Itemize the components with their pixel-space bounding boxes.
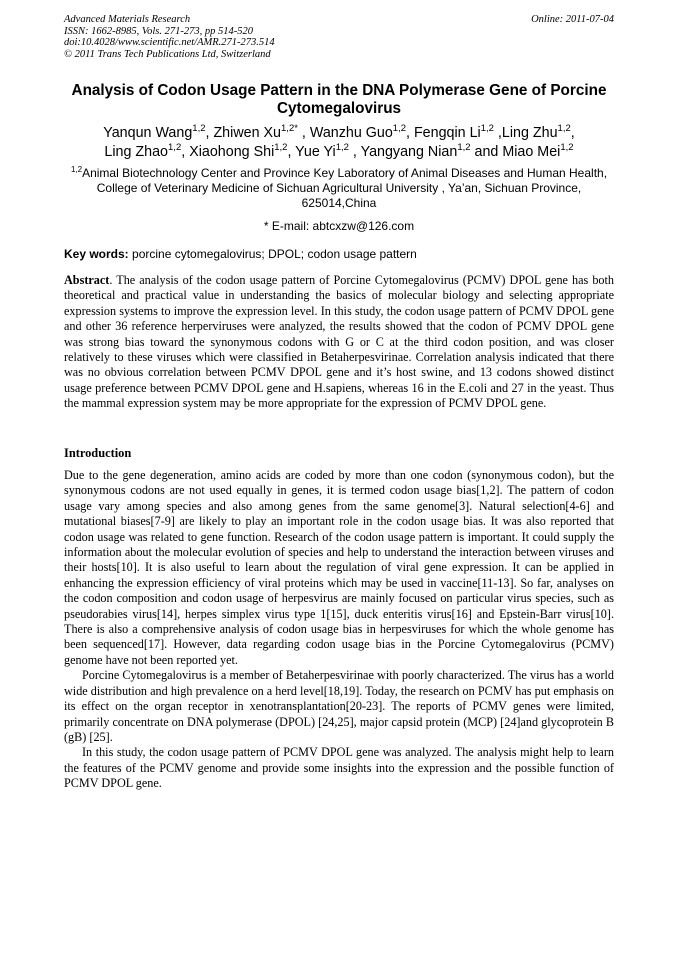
author: Wanzhu Guo$^{1,2}$, [309, 123, 414, 141]
author: Ling Zhao$^{1,2}$, [104, 142, 190, 160]
keywords-label: Key words: [64, 247, 129, 261]
online-date: Online: 2011-07-04 [531, 14, 614, 25]
affiliation: $^{1,2}$Animal Biotechnology Center and Province Key Laboratory of Animal Diseases and Human Health, College of Veterinary Medicine of Sichuan Agricultural University , Ya’an, Sichuan Province, 625014,China [70, 165, 608, 210]
author: Miao Mei$^{1,2}$ [502, 142, 574, 160]
online-date-header [531, 14, 614, 26]
author: Fengqin Li$^{1,2}$ , [413, 123, 502, 141]
author: Xiaohong Shi$^{1,2}$, [189, 142, 296, 160]
paragraph: Porcine Cytomegalovirus is a member of Betaherpesvirinae with poorly characterized. The virus has a world wide distribution and high prevalence on a herd level[18,19]. Today, the research on PCMV has put emphasis on its effect on the organ receptor in xenotransplantation[20-23]. The reports of PCMV genes were limited, primarily concentrate on DNA polymerase (DPOL) [24,25], major capsid protein (MCP) [24]and glycoprotein B (gB) [25]. [64, 668, 614, 744]
journal-header [64, 14, 275, 60]
corresponding-email: * E-mail: abtcxzw@126.com [263, 219, 415, 233]
author: Yangyang Nian$^{1,2}$ and [360, 142, 503, 160]
author: Yue Yi$^{1,2}$ , [295, 142, 361, 160]
journal-name: Advanced Materials Research [64, 14, 191, 25]
keywords-text: porcine cytomegalovirus; DPOL; codon usage pattern [132, 247, 417, 261]
author-list [52, 124, 626, 162]
abstract [64, 273, 614, 412]
paper-title: Analysis of Codon Usage Pattern in the DNA Polymerase Gene of Porcine Cytomegalovirus [71, 82, 607, 117]
author: Ling Zhu$^{1,2}$, [501, 123, 575, 141]
author: Zhiwen $Xu^{1,2*}$ , [213, 123, 310, 141]
journal-issn: ISSN: 1662-8985, Vols. 271-273, pp 514-520 [64, 25, 253, 37]
author: Yanqun Wang$^{1,2}$, [103, 123, 214, 141]
section-heading-introduction: Introduction [64, 446, 132, 460]
paragraph: In this study, the codon usage pattern of PCMV DPOL gene was analyzed. The analysis might help to learn the features of the PCMV genome and provide some insights into the expression and the possible function of PCMV DPOL gene. [64, 745, 614, 791]
abstract-label: Abstract [64, 273, 110, 287]
introduction-body [64, 468, 614, 792]
journal-doi: doi:10.4028/www.scientific.net/AMR.271-273.514 [64, 37, 275, 48]
keywords [64, 247, 616, 262]
journal-copyright: © 2011 Trans Tech Publications Ltd, Switzerland [64, 48, 271, 60]
abstract-text: . The analysis of the codon usage pattern of Porcine Cytomegalovirus (PCMV) DPOL gene has both theoretical and practical value in understanding the basics of molecular biology and selecting appropriate expression systems to improve the expression level. In this study, the codon usage pattern of PCMV DPOL gene and other 36 reference herperviruses were analyzed, the results showed that the codon of PCMV DPOL gene was strong bias toward the synonymous codons with G or C at the third codon position, and was closer relatively to these viruses which were classified in Betaherpesvirinae. Correlation analysis indicated that there was no obvious correlation between PCMV DPOL gene and it’s host swine, and 13 codons showed distinct usage preference between PCMV DPOL gene and H.sapiens, whereas 16 in the E.coli and 27 in the yeast. Thus the mammal expression system may be more appropriate for the expression of PCMV DPOL gene. [64, 273, 614, 411]
paragraph: Due to the gene degeneration, amino acids are coded by more than one codon (synonymous codon), but the synonymous codons are not used equally in genes, it is termed codon usage bias[1,2]. The pattern of codon usage vary among species and also among genes from the same genome[3]. Natural selection[4-6] and mutational biases[7-9] are likely to play an important role in the codon usage bias. It was also reported that codon usage was related to gene function. Research of the codon usage pattern is important. It could supply the information about the molecular evolution of species and help to understand the interaction between viruses and their hosts[10]. It is also useful to learn about the regulation of viral gene expression. It can be applied in enhancing the expression efficiency of viral proteins which may be used in vaccine[11-13]. So far, analyses on the codon composition and codon usage of herpesvirus are mainly focused on particular virus species, such as pseudorabies virus[14], herpes simplex virus type 1[15], duck enteritis virus[16] and Epstein-Barr virus[10]. There is also a comprehensive analysis of codon usage bias in herpesviruses for which the whole genome has been sequenced[17]. However, data regarding codon usage bias in the Porcine Cytomegalovirus (PCMV) genome have not been reported yet. [64, 468, 614, 667]
